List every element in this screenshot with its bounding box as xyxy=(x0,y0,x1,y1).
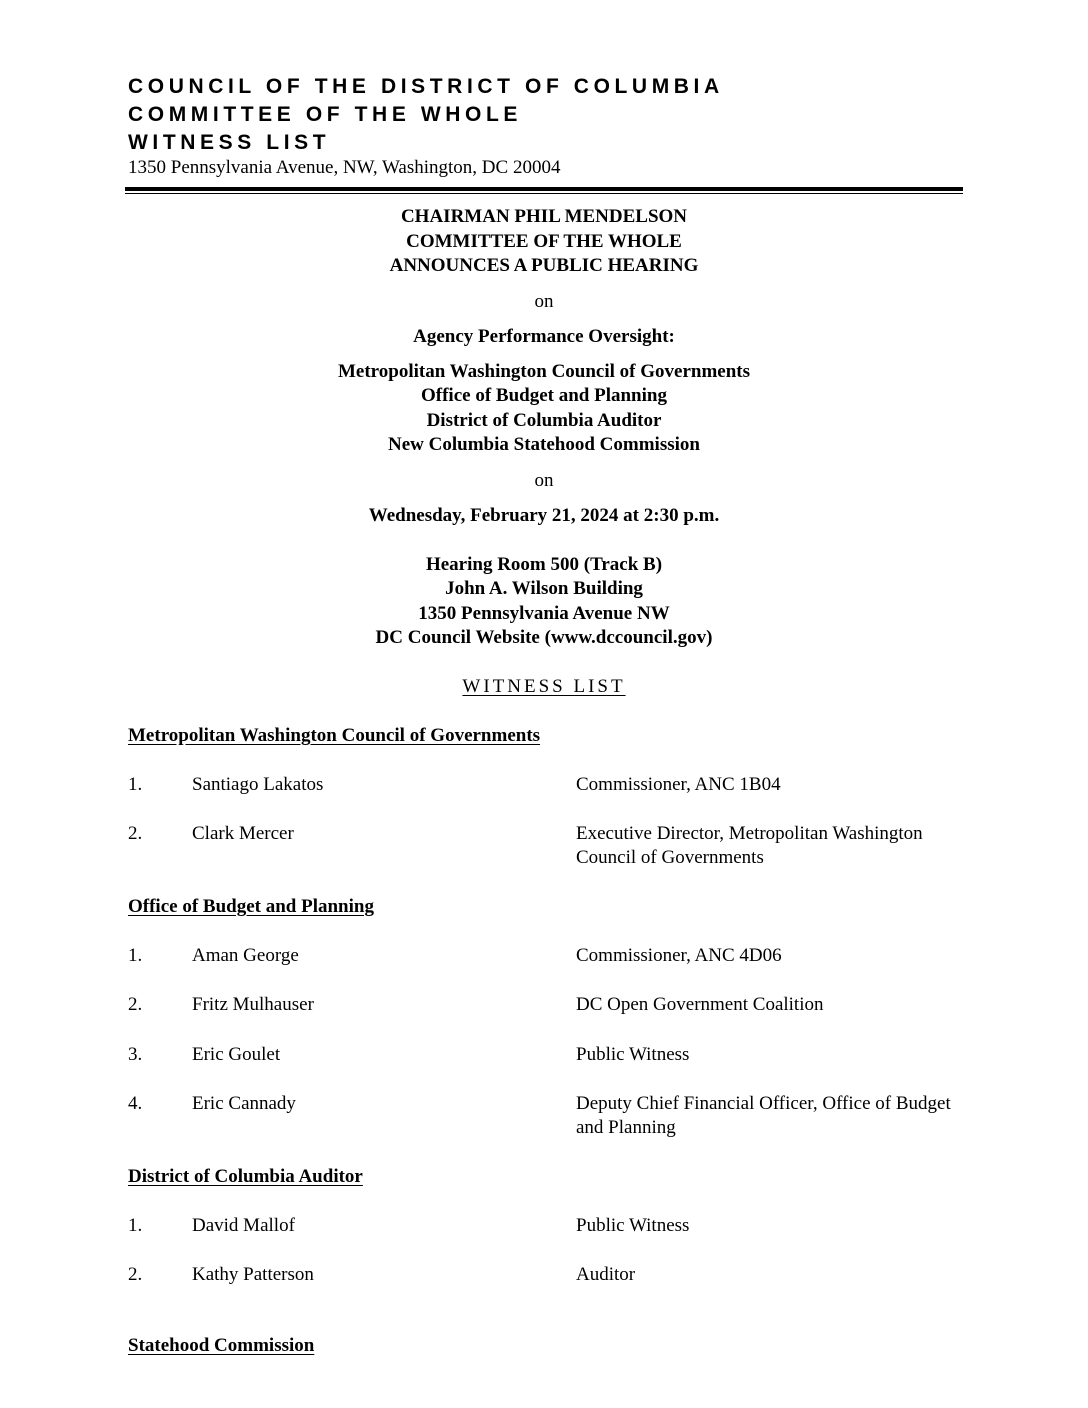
location-address: 1350 Pennsylvania Avenue NW xyxy=(418,603,670,624)
witness-name: Aman George xyxy=(192,945,299,966)
witness-row xyxy=(0,993,1088,1043)
announcement-committee: COMMITTEE OF THE WHOLE xyxy=(406,231,682,252)
announcement-on-2: on xyxy=(534,470,554,491)
section-heading: Metropolitan Washington Council of Governments xyxy=(128,725,541,746)
hearing-datetime: Wednesday, February 21, 2024 at 2:30 p.m. xyxy=(368,505,720,526)
agency-4: New Columbia Statehood Commission xyxy=(388,434,700,455)
letterhead-committee: COMMITTEE OF THE WHOLE xyxy=(128,103,523,126)
location-website: DC Council Website (www.dccouncil.gov) xyxy=(375,627,713,648)
witness-name: Kathy Patterson xyxy=(192,1264,314,1285)
letterhead-document-type: WITNESS LIST xyxy=(128,131,331,154)
agency-3: District of Columbia Auditor xyxy=(426,410,662,431)
witness-number: 2. xyxy=(128,823,143,844)
witness-number: 2. xyxy=(128,994,143,1015)
witness-name: Clark Mercer xyxy=(192,823,294,844)
witness-row xyxy=(0,822,1088,872)
witness-row xyxy=(0,773,1088,823)
header-rule-thin xyxy=(125,193,963,194)
witness-name: Eric Cannady xyxy=(192,1093,296,1114)
location-building: John A. Wilson Building xyxy=(445,578,643,599)
witness-row xyxy=(0,1214,1088,1264)
witness-number: 3. xyxy=(128,1044,143,1065)
section-heading: District of Columbia Auditor xyxy=(128,1166,363,1187)
announcement-hearing: ANNOUNCES A PUBLIC HEARING xyxy=(389,255,699,276)
witness-title: Executive Director, Metropolitan Washington Council of Governments xyxy=(576,823,923,868)
witness-title: Public Witness xyxy=(576,1044,690,1065)
witness-name: David Mallof xyxy=(192,1215,295,1236)
location-room: Hearing Room 500 (Track B) xyxy=(425,554,663,575)
witness-title: Commissioner, ANC 1B04 xyxy=(576,774,781,795)
header-rule-thick xyxy=(125,187,963,191)
witness-number: 1. xyxy=(128,774,143,795)
agency-2: Office of Budget and Planning xyxy=(421,385,667,406)
witness-number: 1. xyxy=(128,1215,143,1236)
witness-number: 2. xyxy=(128,1264,143,1285)
witness-list-heading: WITNESS LIST xyxy=(462,676,626,697)
witness-title: DC Open Government Coalition xyxy=(576,994,824,1015)
letterhead-address: 1350 Pennsylvania Avenue, NW, Washington, DC 20004 xyxy=(128,157,561,178)
section-heading: Statehood Commission xyxy=(128,1335,315,1356)
hearing-subject: Agency Performance Oversight: xyxy=(413,326,675,347)
agency-1: Metropolitan Washington Council of Governments xyxy=(337,361,751,382)
section-heading: Office of Budget and Planning xyxy=(128,896,374,917)
witness-title: Public Witness xyxy=(576,1215,690,1236)
witness-row xyxy=(0,1092,1088,1142)
witness-title: Commissioner, ANC 4D06 xyxy=(576,945,782,966)
witness-title: Auditor xyxy=(576,1264,636,1285)
announcement-on-1: on xyxy=(534,291,554,312)
witness-name: Santiago Lakatos xyxy=(192,774,324,795)
witness-name: Eric Goulet xyxy=(192,1044,281,1065)
witness-row xyxy=(0,1043,1088,1093)
witness-row xyxy=(0,944,1088,994)
witness-row xyxy=(0,1263,1088,1313)
announcement-chairman: CHAIRMAN PHIL MENDELSON xyxy=(400,206,688,227)
witness-number: 4. xyxy=(128,1093,143,1114)
witness-number: 1. xyxy=(128,945,143,966)
letterhead-council: COUNCIL OF THE DISTRICT OF COLUMBIA xyxy=(128,75,724,98)
witness-title: Deputy Chief Financial Officer, Office of Budget and Planning xyxy=(576,1093,951,1138)
witness-name: Fritz Mulhauser xyxy=(192,994,314,1015)
